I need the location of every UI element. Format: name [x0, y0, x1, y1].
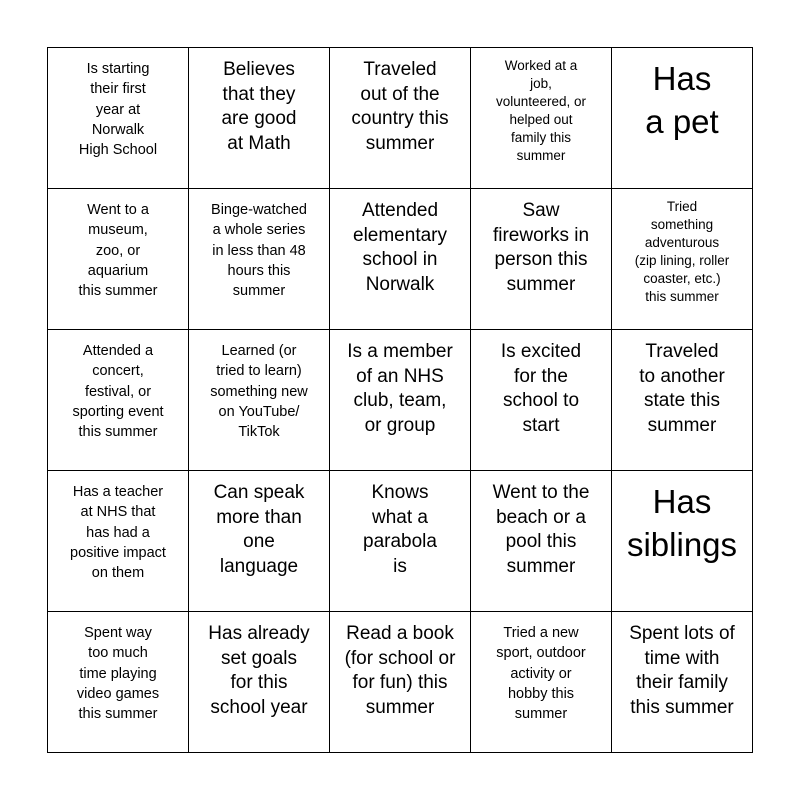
- bingo-cell-text: Has siblings: [626, 483, 738, 563]
- bingo-cell-text: Read a book (for school or for fun) this summer: [344, 623, 456, 718]
- bingo-cell-text: Worked at a job, volunteered, or helped out family this summer: [495, 58, 587, 163]
- bingo-cell-text: Spent lots of time with their family this summer: [629, 623, 735, 718]
- bingo-cell-text: Spent way too much time playing video games this summer: [76, 625, 160, 723]
- bingo-cell[interactable]: [48, 330, 189, 471]
- bingo-cell[interactable]: [189, 471, 330, 612]
- bingo-cell-text: Traveled to another state this summer: [639, 341, 725, 436]
- bingo-cell[interactable]: [471, 612, 612, 753]
- bingo-cell-text: Has a pet: [645, 60, 719, 140]
- bingo-cell-text: Can speak more than one language: [213, 482, 305, 577]
- bingo-cell[interactable]: [471, 330, 612, 471]
- bingo-cell[interactable]: [330, 471, 471, 612]
- bingo-cell-text: Attended a concert, festival, or sporting event this summer: [72, 343, 164, 441]
- bingo-cell-text: Binge-watched a whole series in less than 48 hours this summer: [211, 202, 307, 300]
- bingo-cell-text: Went to the beach or a pool this summer: [492, 482, 590, 577]
- bingo-cell-text: Attended elementary school in Norwalk: [353, 200, 447, 295]
- bingo-cell[interactable]: [330, 48, 471, 189]
- bingo-cell[interactable]: [48, 48, 189, 189]
- bingo-cell-text: Learned (or tried to learn) something new on YouTube/ TikTok: [210, 343, 308, 441]
- bingo-cell[interactable]: [471, 48, 612, 189]
- bingo-cell[interactable]: [330, 330, 471, 471]
- bingo-cell[interactable]: [612, 612, 753, 753]
- bingo-cell[interactable]: [48, 612, 189, 753]
- bingo-cell[interactable]: [48, 471, 189, 612]
- bingo-cell-text: Is excited for the school to start: [500, 341, 582, 436]
- bingo-cell[interactable]: [471, 471, 612, 612]
- bingo-cell[interactable]: [612, 471, 753, 612]
- bingo-cell-text: Traveled out of the country this summer: [351, 59, 449, 154]
- bingo-cell-text: Is a member of an NHS club, team, or group: [347, 341, 453, 436]
- bingo-cell[interactable]: [189, 48, 330, 189]
- bingo-cell[interactable]: [189, 330, 330, 471]
- bingo-cell[interactable]: [48, 189, 189, 330]
- bingo-cell[interactable]: [330, 189, 471, 330]
- bingo-cell-text: Went to a museum, zoo, or aquarium this summer: [78, 202, 158, 300]
- bingo-cell[interactable]: [612, 189, 753, 330]
- bingo-cell-text: Has already set goals for this school year: [208, 623, 310, 718]
- bingo-cell-text: Saw fireworks in person this summer: [492, 200, 590, 295]
- bingo-cell[interactable]: [189, 189, 330, 330]
- bingo-cell[interactable]: [189, 612, 330, 753]
- bingo-cell-text: Tried a new sport, outdoor activity or hobby this summer: [496, 625, 586, 723]
- bingo-board: [47, 47, 753, 753]
- bingo-cell-text: Is starting their first year at Norwalk High School: [78, 61, 158, 159]
- bingo-cell[interactable]: [612, 330, 753, 471]
- bingo-cell-text: Tried something adventurous (zip lining, roller coaster, etc.) this summer: [634, 199, 730, 304]
- bingo-cell-text: Believes that they are good at Math: [221, 59, 297, 154]
- bingo-cell[interactable]: [612, 48, 753, 189]
- bingo-cell[interactable]: [471, 189, 612, 330]
- bingo-cell-text: Has a teacher at NHS that has had a positive impact on them: [70, 484, 166, 582]
- bingo-cell[interactable]: [330, 612, 471, 753]
- bingo-cell-text: Knows what a parabola is: [363, 482, 437, 577]
